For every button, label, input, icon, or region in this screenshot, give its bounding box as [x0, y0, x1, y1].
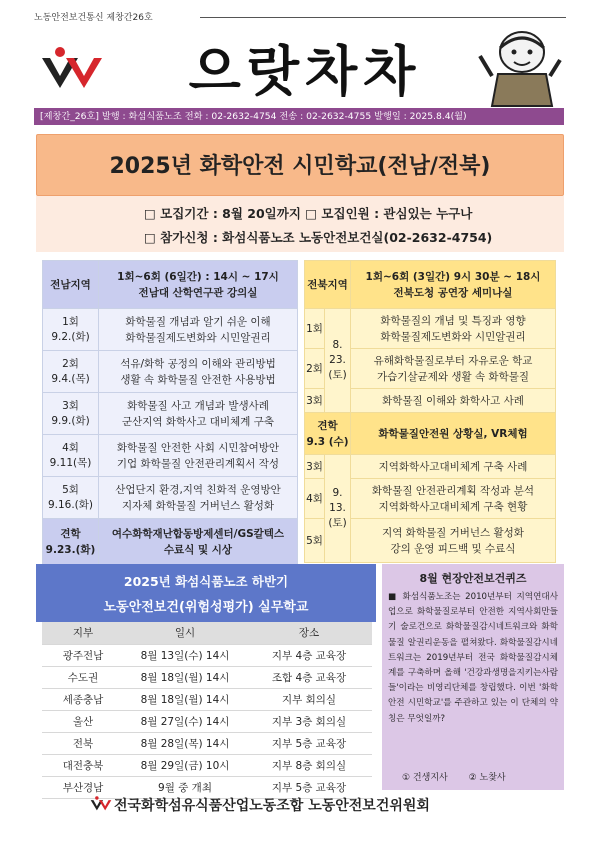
table-row	[42, 710, 372, 732]
quiz-option[interactable]: ① 건생지사	[402, 773, 448, 783]
branch-cell: 대전충북	[42, 754, 124, 776]
branch-cell: 울산	[42, 710, 124, 732]
jeonnam-time-place	[99, 261, 298, 309]
table-row	[305, 413, 556, 455]
branch-cell: 전북	[42, 732, 124, 754]
place-cell: 지부 5층 교육장	[246, 732, 372, 754]
session-date: 9.	[332, 487, 343, 499]
place-cell: 지부 4층 교육장	[246, 644, 372, 666]
practical-school-banner	[36, 564, 376, 622]
jeonbuk-schedule	[304, 260, 556, 563]
jeonbuk-time: 1회~6회 (3일간) 9시 30분 ~ 18시	[365, 270, 541, 283]
table-row	[43, 477, 298, 519]
session-no: 2회	[62, 357, 79, 370]
session-date: 8.	[332, 339, 343, 351]
session-topic: 생활 속 화학물질 안전한 사용방법	[120, 373, 276, 386]
table-row	[305, 309, 556, 349]
session-date: (토)	[328, 517, 347, 529]
branch-cell: 수도권	[42, 666, 124, 688]
session-no: 1회	[62, 315, 79, 328]
table-row	[43, 519, 298, 565]
datetime-cell: 8월 27일(수) 14시	[124, 710, 246, 732]
table-row	[305, 455, 556, 479]
session-topic: 화학물질제도변화와 시민알권리	[125, 331, 271, 344]
session-topic: 화학물질 사고 개념과 발생사례	[127, 399, 269, 412]
table-row	[42, 666, 372, 688]
recruit-period: □ 모집기간 : 8월 20일까지 □ 모집인원 : 관심있는 누구나	[144, 206, 473, 221]
branch-cell: 부산경남	[42, 776, 124, 798]
jeonbuk-region: 전북지역	[305, 261, 351, 309]
branch-cell: 광주전남	[42, 644, 124, 666]
jeonnam-region: 전남지역	[43, 261, 99, 309]
place-cell: 지부 회의실	[246, 688, 372, 710]
session-topic: 화학물질의 개념 및 특징과 영향	[380, 314, 526, 327]
session-no: 4회	[305, 479, 325, 519]
session-topic: 화학물질 안전관리계획 작성과 분석	[371, 484, 535, 497]
visit-note: 수료식 및 시상	[163, 543, 233, 556]
jeonnam-schedule	[42, 260, 298, 565]
session-no: 3회	[305, 389, 325, 413]
session-topic: 산업단지 환경,지역 친화적 운영방안	[115, 483, 281, 496]
session-no: 3회	[305, 455, 325, 479]
session-date: 9.9.(화)	[51, 414, 90, 427]
datetime-cell: 8월 18일(월) 14시	[124, 688, 246, 710]
series-label: 노동안전보건통신 제창간26호	[34, 13, 153, 23]
visit-date: 9.23.(화)	[45, 543, 96, 556]
table-row	[42, 688, 372, 710]
session-no: 1회	[305, 309, 325, 349]
branch-cell: 세종충남	[42, 688, 124, 710]
datetime-cell: 9월 중 개최	[124, 776, 246, 798]
session-no: 4회	[62, 441, 79, 454]
session-topic: 군산지역 화학사고 대비체계 구축	[121, 415, 274, 428]
union-logo-icon	[40, 44, 104, 92]
table-row	[43, 351, 298, 393]
session-date: 13.	[329, 502, 346, 514]
column-header: 장소	[246, 622, 372, 644]
footer-org-name: 전국화학섬유식품산업노동조합 노동안전보건위원회	[114, 798, 430, 814]
column-header: 일시	[124, 622, 246, 644]
jeonnam-place: 전남대 산학연구관 강의실	[138, 286, 258, 299]
jeonbuk-time-place	[351, 261, 556, 309]
session-topic: 강의 운영 피드백 및 수료식	[390, 542, 516, 555]
table-row	[42, 754, 372, 776]
citizen-school-banner	[36, 134, 564, 196]
session-no: 2회	[305, 349, 325, 389]
jeonbuk-place: 전북도청 공연장 세미나실	[393, 286, 513, 299]
datetime-cell: 8월 13일(수) 14시	[124, 644, 246, 666]
session-topic: 지역 화학물질 거버넌스 활성화	[382, 526, 524, 539]
session-no: 5회	[62, 483, 79, 496]
session-date: 23.	[329, 354, 346, 366]
practical-school-title: 노동안전보건(위험성평가) 실무학교	[103, 600, 309, 615]
quiz-options	[402, 770, 524, 783]
issue-info-bar: [제창간_26호] 발행 : 화섬식품노조 전화 : 02-2632-4754 전송 : 02-2632-4755 발행일 : 2025.8.4(월)	[34, 108, 564, 125]
table-row	[43, 309, 298, 351]
session-no: 5회	[305, 519, 325, 563]
session-topic: 지역화학사고대비체계 구축 사례	[351, 455, 556, 479]
quiz-option[interactable]: ② 노찾사	[468, 773, 506, 783]
header-rule	[200, 17, 566, 18]
visit-place: 화학물질안전원 상황실, VR체험	[351, 413, 556, 455]
union-logo-icon	[90, 795, 112, 812]
recruit-apply: □ 참가신청 : 화섬식품노조 노동안전보건실(02-2632-4754)	[144, 230, 493, 245]
session-date: (토)	[328, 369, 347, 381]
place-cell: 지부 5층 교육장	[246, 776, 372, 798]
practical-school-subtitle: 2025년 화섬식품노조 하반기	[123, 574, 289, 589]
worker-mascot-icon	[478, 26, 562, 108]
safety-quiz-box	[382, 564, 564, 790]
visit-label: 견학	[317, 419, 338, 432]
session-date: 9.4.(목)	[51, 372, 90, 385]
visit-date: 9.3 (수)	[306, 435, 349, 448]
datetime-cell: 8월 29일(금) 10시	[124, 754, 246, 776]
banner-title: 2025년 화학안전 시민학교(전남/전북)	[109, 154, 491, 179]
session-no: 3회	[62, 399, 79, 412]
datetime-cell: 8월 18일(월) 14시	[124, 666, 246, 688]
visit-label: 견학	[60, 527, 81, 540]
session-topic: 지자체 화학물질 거버넌스 활성화	[121, 499, 274, 512]
place-cell: 지부 8층 회의실	[246, 754, 372, 776]
jeonnam-time: 1회~6회 (6일간) : 14시 ~ 17시	[117, 270, 279, 283]
session-topic: 가습기살균제와 생활 속 화학물질	[376, 370, 529, 383]
quiz-question: ■ 화섬식품노조는 2010년부터 지역연대사업으로 화학물질로부터 안전한 지역사회만들기 술로건으로 화학물질감시네트워크와 화학물질 알권리운동을 펼쳐왔다. 화학물질감시네트워크는 2019년부터 전국 화학물질감시체계를 구축하며 올해 '건강과생명을지키는사람들'이라는 비영리단체를 창립했다. 이번 '화학안전 시민학교'를 주관하고 있는 이 단체의 약칭은 무엇일까?	[388, 592, 558, 724]
session-topic: 화학물질 개념과 알기 쉬운 이해	[125, 315, 271, 328]
table-row	[42, 732, 372, 754]
session-topic: 화학물질 안전한 사회 시민참여방안	[116, 441, 280, 454]
session-topic: 화학물질제도변화와 시민알권리	[380, 330, 526, 343]
practical-school-table	[42, 622, 372, 799]
visit-place: 여수화학재난합동방제센터/GS칼텍스	[111, 527, 285, 540]
session-topic: 기업 화학물질 안전관리계획서 작성	[116, 457, 280, 470]
session-topic: 화학물질 이해와 화학사고 사례	[351, 389, 556, 413]
session-topic: 유해화학물질로부터 자유로운 학교	[373, 354, 533, 367]
session-date: 9.2.(화)	[51, 330, 90, 343]
masthead-title: 으랏차차	[188, 39, 422, 103]
session-date: 9.11(목)	[49, 456, 92, 469]
column-header: 지부	[42, 622, 124, 644]
place-cell: 조합 4층 교육장	[246, 666, 372, 688]
datetime-cell: 8월 28일(목) 14시	[124, 732, 246, 754]
table-row	[42, 644, 372, 666]
session-topic: 지역화학사고대비체계 구축 현황	[378, 500, 528, 513]
session-topic: 석유/화학 공정의 이해와 관리방법	[120, 357, 276, 370]
table-row	[43, 435, 298, 477]
recruit-info	[36, 196, 564, 252]
quiz-title: 8월 현장안전보건퀴즈	[419, 572, 527, 585]
place-cell: 지부 3층 회의실	[246, 710, 372, 732]
session-date: 9.16.(화)	[47, 498, 94, 511]
table-row	[43, 393, 298, 435]
